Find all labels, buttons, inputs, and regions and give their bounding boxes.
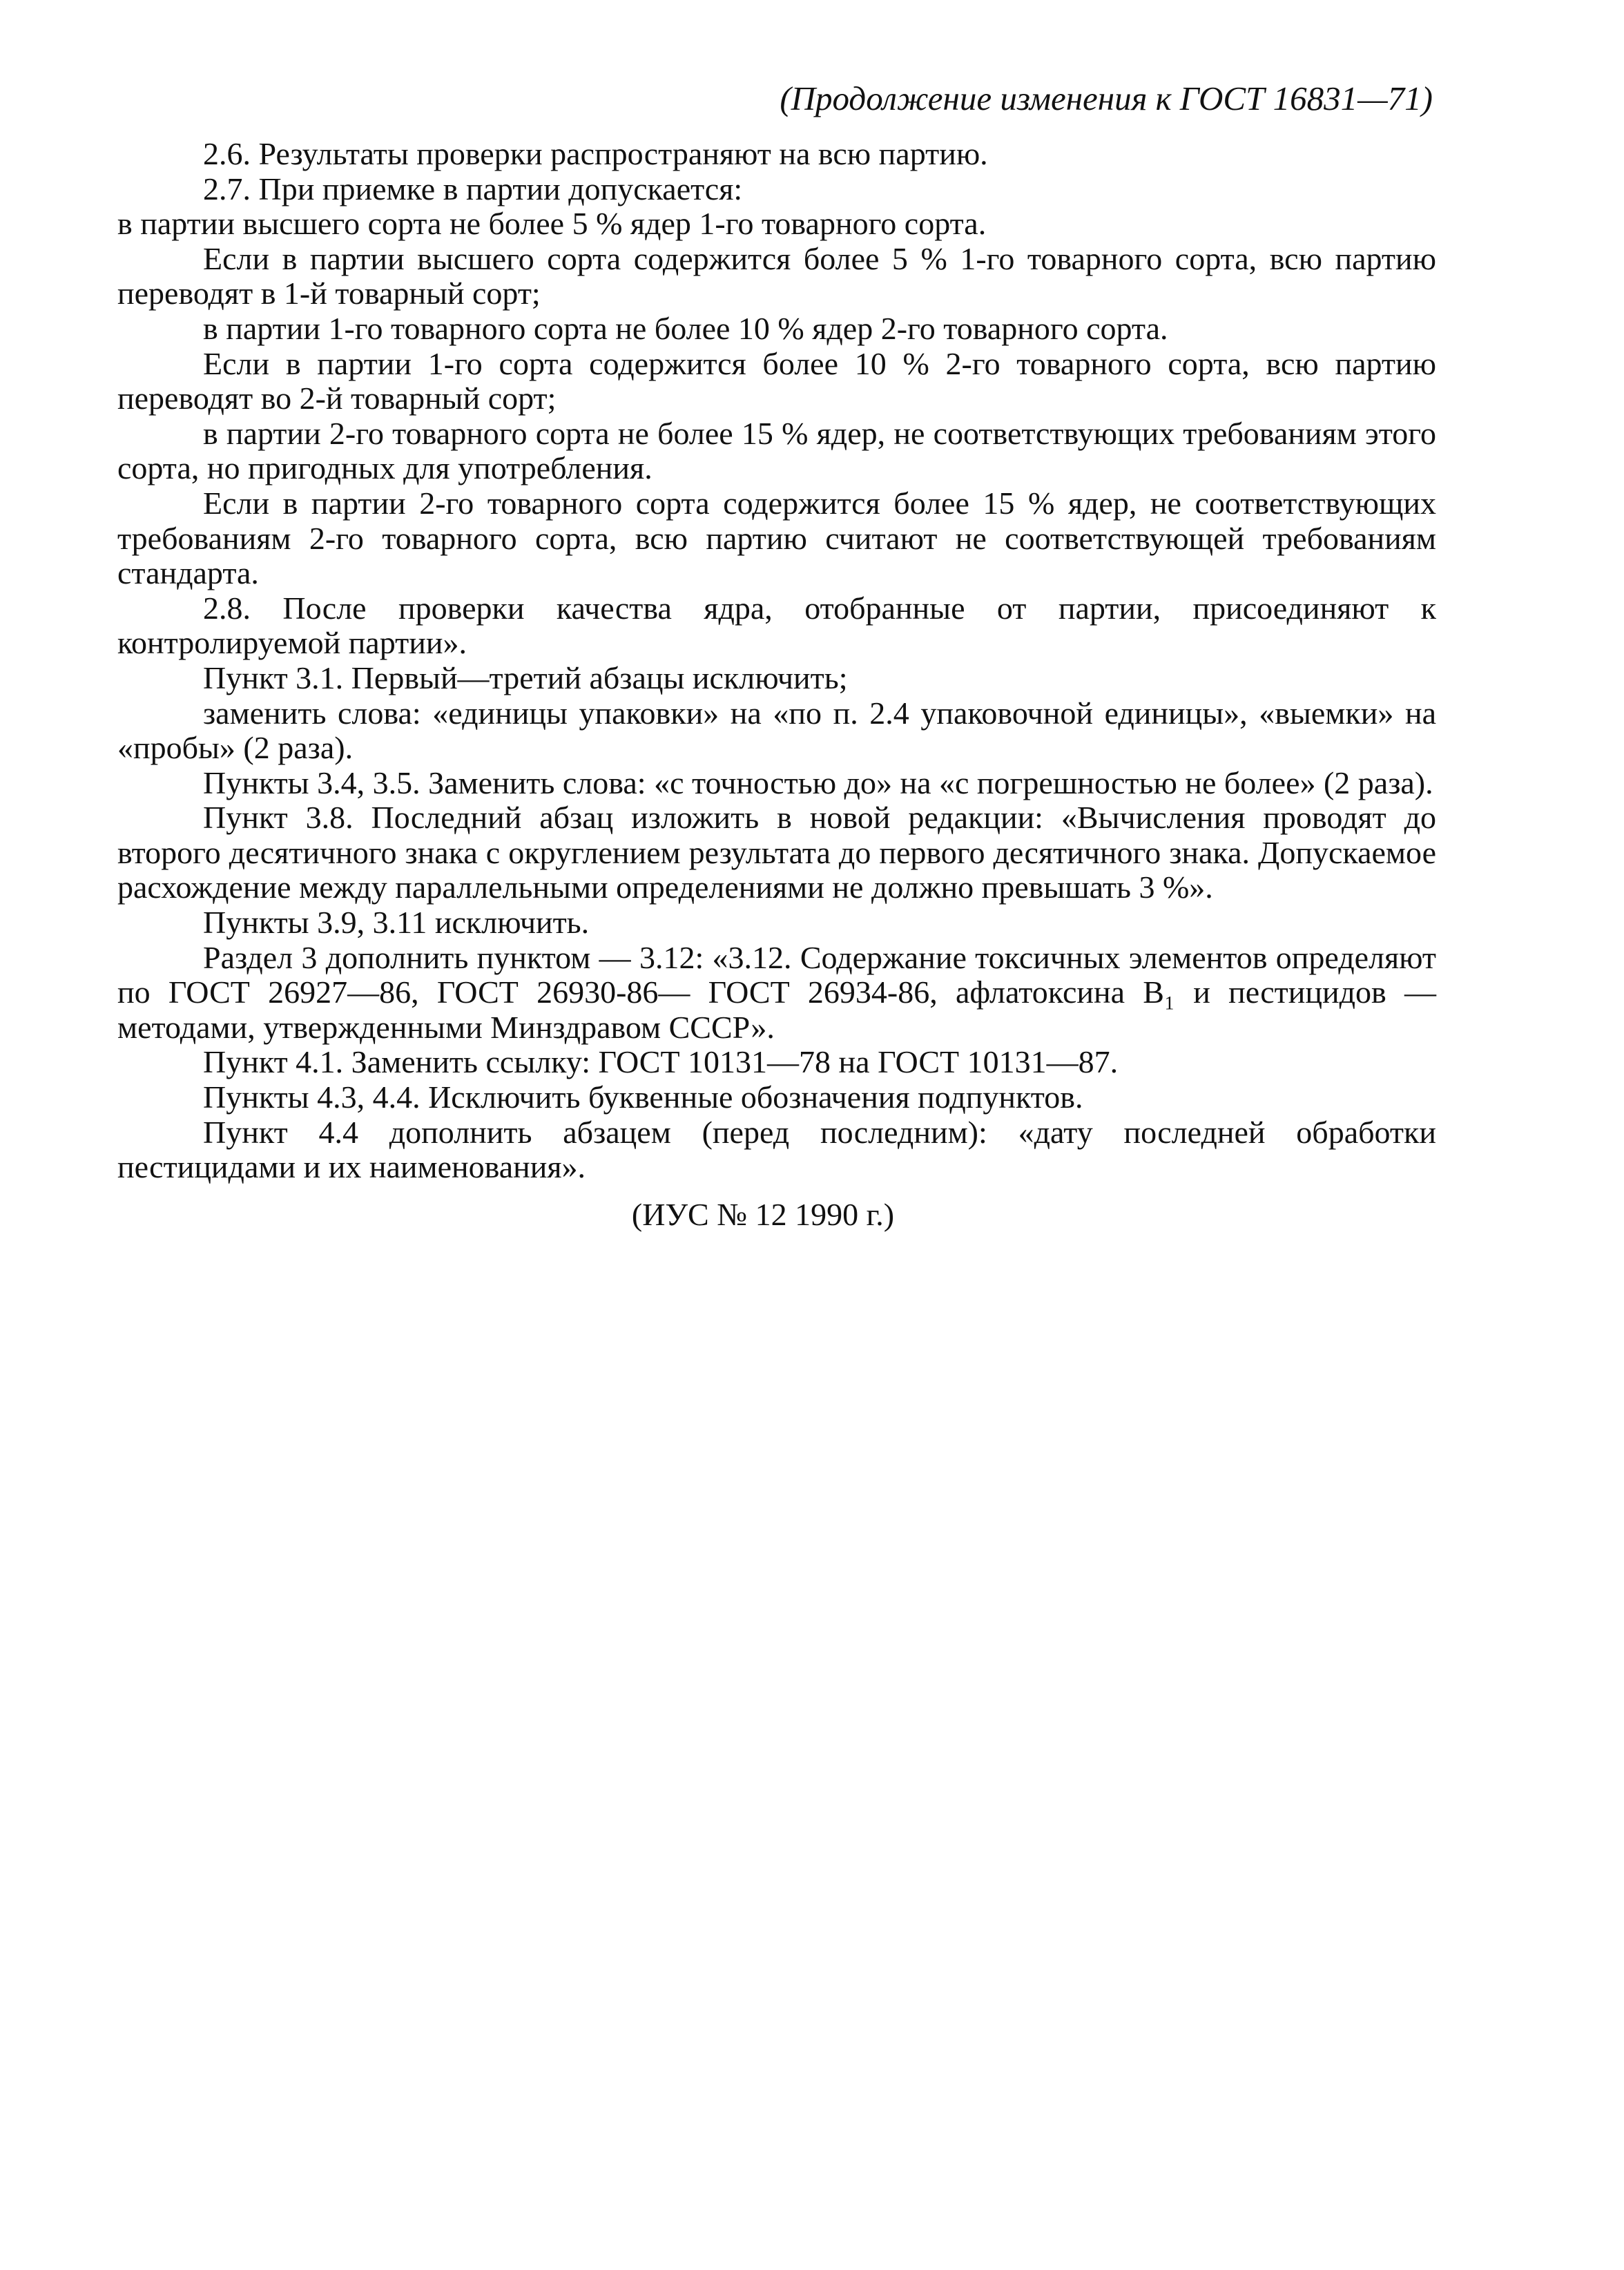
paragraph-items-4-3-4-4: Пункты 4.3, 4.4. Исключить буквенные обозначения подпунктов. (203, 1079, 1083, 1115)
paragraph-top-grade-excess: Если в партии высшего сорта содержится более 5 % 1-го товарного сорта, всю партию переводят в 1-й товарный сорт; (117, 240, 1436, 311)
publication-reference: (ИУС № 12 1990 г.) (631, 1196, 895, 1232)
document-body (117, 137, 1436, 1264)
paragraph-item-3-8: Пункт 3.8. Последний абзац изложить в новой редакции: «Вычисления проводят до второго десятичного знака с округлением результата до первого десятичного знака. Допускаемое расхождение между параллельными определениями не должно превышать 3 %». (117, 800, 1436, 905)
paragraph-replace-words: заменить слова: «единицы упаковки» на «по п. 2.4 упаковочной единицы», «выемки» на «пробы» (2 раза). (117, 695, 1436, 766)
paragraph-item-4-4: Пункт 4.4 дополнить абзацем (перед последним): «дату последней обработки пестицидами и их наименования». (117, 1114, 1436, 1185)
paragraph-item-3-1: Пункт 3.1. Первый—третий абзацы исключить; (203, 660, 848, 695)
paragraph-items-3-4-3-5: Пункты 3.4, 3.5. Заменить слова: «с точностью до» на «с погрешностью не более» (2 раза). (203, 764, 1433, 800)
paragraph-2-7: 2.7. При приемке в партии допускается: (203, 171, 743, 206)
paragraph-2-6: 2.6. Результаты проверки распространяют на всю партию. (203, 136, 988, 171)
paragraph-2-8: 2.8. После проверки качества ядра, отобранные от партии, присоединяют к контролируемой партии». (117, 590, 1436, 661)
paragraph-section-3: Раздел 3 дополнить пунктом — 3.12: «3.12. Содержание токсичных элементов определяют по ГОСТ 26927—86, ГОСТ 26930-86— ГОСТ 26934-86, афлатоксина B₁ и пестицидов — методами, утвержденными Минздравом СССР». (117, 939, 1436, 1045)
paragraph-second-grade-excess: Если в партии 2-го товарного сорта содержится более 15 % ядер, не соответствующих требованиям 2-го товарного сорта, всю партию считают не соответствующей требованиям стандарта. (117, 485, 1436, 591)
paragraph-item-4-1: Пункт 4.1. Заменить ссылку: ГОСТ 10131—78 на ГОСТ 10131—87. (203, 1044, 1119, 1080)
paragraph-second-grade: в партии 2-го товарного сорта не более 15 % ядер, не соответствующих требованиям этого сорта, но пригодных для употребления. (117, 415, 1436, 486)
paragraph-first-grade-excess: Если в партии 1-го сорта содержится более 10 % 2-го товарного сорта, всю партию переводят во 2-й товарный сорт; (117, 345, 1436, 416)
page-header: (Продолжение изменения к ГОСТ 16831—71) (780, 79, 1433, 117)
paragraph-top-grade: в партии высшего сорта не более 5 % ядер 1-го товарного сорта. (117, 206, 987, 242)
paragraph-items-3-9-3-11: Пункты 3.9, 3.11 исключить. (203, 905, 590, 941)
paragraph-first-grade: в партии 1-го товарного сорта не более 10 % ядер 2-го товарного сорта. (203, 310, 1168, 346)
